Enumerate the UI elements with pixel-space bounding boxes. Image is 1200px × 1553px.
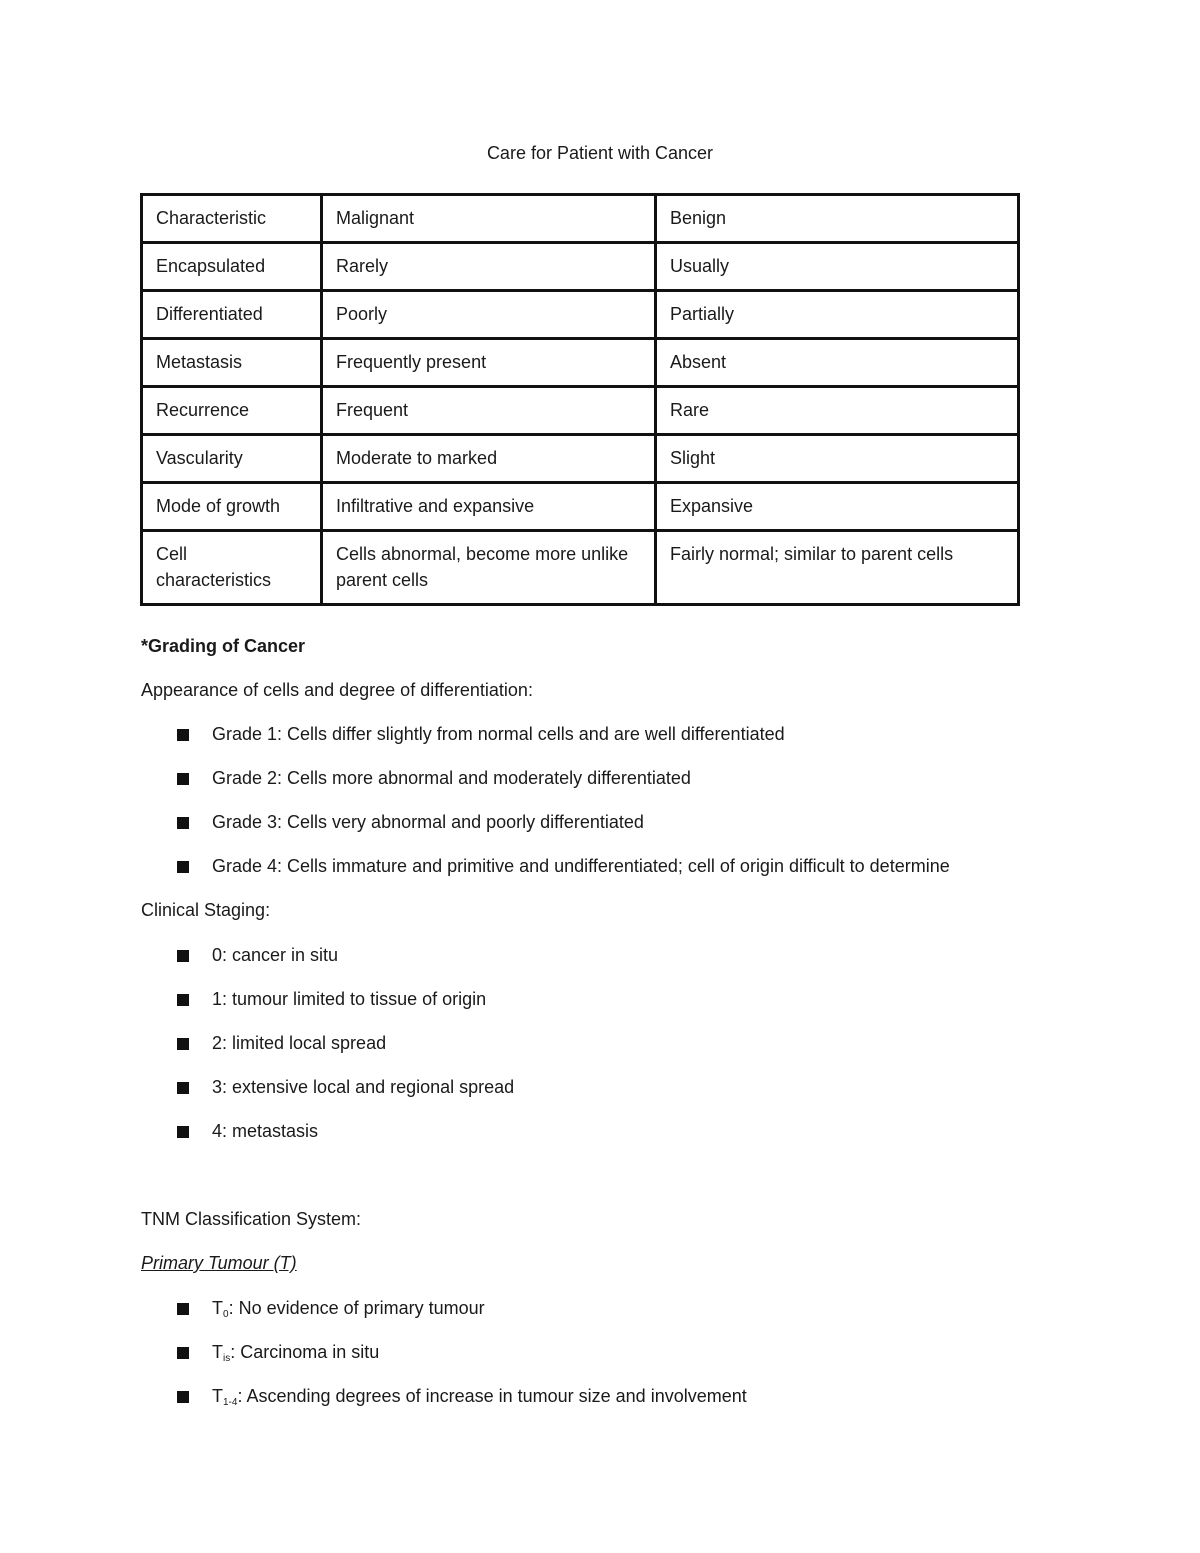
table-header-cell: Malignant (322, 195, 656, 243)
tnm-heading: TNM Classification System: (141, 1209, 362, 1229)
tnm-item (212, 1342, 379, 1364)
table-cell: Partially (656, 291, 1019, 339)
table-cell: Fairly normal; similar to parent cells (656, 531, 1019, 605)
table-cell: Rarely (322, 243, 656, 291)
tnm-item-subscript: is (223, 1353, 231, 1364)
table-row (142, 435, 1019, 483)
stage-item-text: 2: limited local spread (212, 1033, 387, 1053)
grade-item-text: Grade 4: Cells immature and primitive and undifferentiated; cell of origin difficult to determine (212, 856, 950, 876)
stage-item-text: 3: extensive local and regional spread (212, 1077, 515, 1097)
page-title: Care for Patient with Cancer (486, 143, 714, 163)
tnm-item-subscript: 0 (223, 1309, 229, 1320)
list-item (177, 1298, 485, 1320)
grading-heading: *Grading of Cancer (141, 636, 306, 656)
grade-item-text: Grade 1: Cells differ slightly from normal cells and are well differentiated (212, 724, 785, 744)
stage-item-text: 0: cancer in situ (212, 945, 339, 965)
bullet-square-icon (177, 861, 189, 873)
table-cell: Mode of growth (142, 483, 322, 531)
tnm-item-subscript: 1-4 (223, 1397, 238, 1408)
list-item (177, 1033, 386, 1054)
table-header-cell: Characteristic (142, 195, 322, 243)
table-row (142, 243, 1019, 291)
stage-item-text: 1: tumour limited to tissue of origin (212, 989, 487, 1009)
table-cell: Cells abnormal, become more unlike parent cells (322, 531, 656, 605)
bullet-square-icon (177, 1303, 189, 1315)
table-row (142, 339, 1019, 387)
tnm-item-text: : Carcinoma in situ (230, 1342, 380, 1362)
list-item (177, 1077, 514, 1098)
list-item (177, 856, 950, 877)
list-item (177, 989, 486, 1010)
tnm-item-text: : Ascending degrees of increase in tumour size and involvement (237, 1386, 747, 1406)
table-row (142, 291, 1019, 339)
list-item (177, 812, 644, 833)
tnm-subheading: Primary Tumour (T) (141, 1253, 297, 1273)
tnm-item-base: T (212, 1386, 223, 1406)
table-row (142, 483, 1019, 531)
tnm-item-base: T (212, 1298, 223, 1318)
table-cell: Frequent (322, 387, 656, 435)
bullet-square-icon (177, 1126, 189, 1138)
bullet-square-icon (177, 817, 189, 829)
list-item (177, 1386, 747, 1408)
grade-item-text: Grade 2: Cells more abnormal and moderately differentiated (212, 768, 691, 788)
table-cell: Frequently present (322, 339, 656, 387)
bullet-square-icon (177, 773, 189, 785)
table-cell: Poorly (322, 291, 656, 339)
stage-item-text: 4: metastasis (212, 1121, 319, 1141)
table-cell: Vascularity (142, 435, 322, 483)
table-header-row (142, 195, 1019, 243)
table-row (142, 387, 1019, 435)
list-item (177, 768, 691, 789)
bullet-square-icon (177, 1347, 189, 1359)
table-cell: Slight (656, 435, 1019, 483)
table-cell: Recurrence (142, 387, 322, 435)
table-cell: Absent (656, 339, 1019, 387)
table-cell: Usually (656, 243, 1019, 291)
tnm-item-base: T (212, 1342, 223, 1362)
list-item (177, 1121, 318, 1142)
table-cell: Moderate to marked (322, 435, 656, 483)
bullet-square-icon (177, 950, 189, 962)
grading-intro: Appearance of cells and degree of differentiation: (141, 680, 533, 700)
bullet-square-icon (177, 1391, 189, 1403)
bullet-square-icon (177, 1038, 189, 1050)
table-cell: Cell characteristics (142, 531, 322, 605)
table-row (142, 531, 1019, 605)
bullet-square-icon (177, 1082, 189, 1094)
table-cell: Encapsulated (142, 243, 322, 291)
tnm-item (212, 1386, 747, 1408)
table-cell: Differentiated (142, 291, 322, 339)
table-cell: Infiltrative and expansive (322, 483, 656, 531)
characteristics-table (140, 193, 1020, 606)
grade-item-text: Grade 3: Cells very abnormal and poorly differentiated (212, 812, 644, 832)
tnm-item-text: : No evidence of primary tumour (228, 1298, 485, 1318)
list-item (177, 1342, 379, 1364)
table-header-cell: Benign (656, 195, 1019, 243)
table-cell: Expansive (656, 483, 1019, 531)
bullet-square-icon (177, 729, 189, 741)
list-item (177, 945, 338, 966)
staging-heading: Clinical Staging: (141, 900, 271, 920)
list-item (177, 724, 785, 745)
tnm-item (212, 1298, 485, 1320)
table-cell: Rare (656, 387, 1019, 435)
bullet-square-icon (177, 994, 189, 1006)
table-cell: Metastasis (142, 339, 322, 387)
